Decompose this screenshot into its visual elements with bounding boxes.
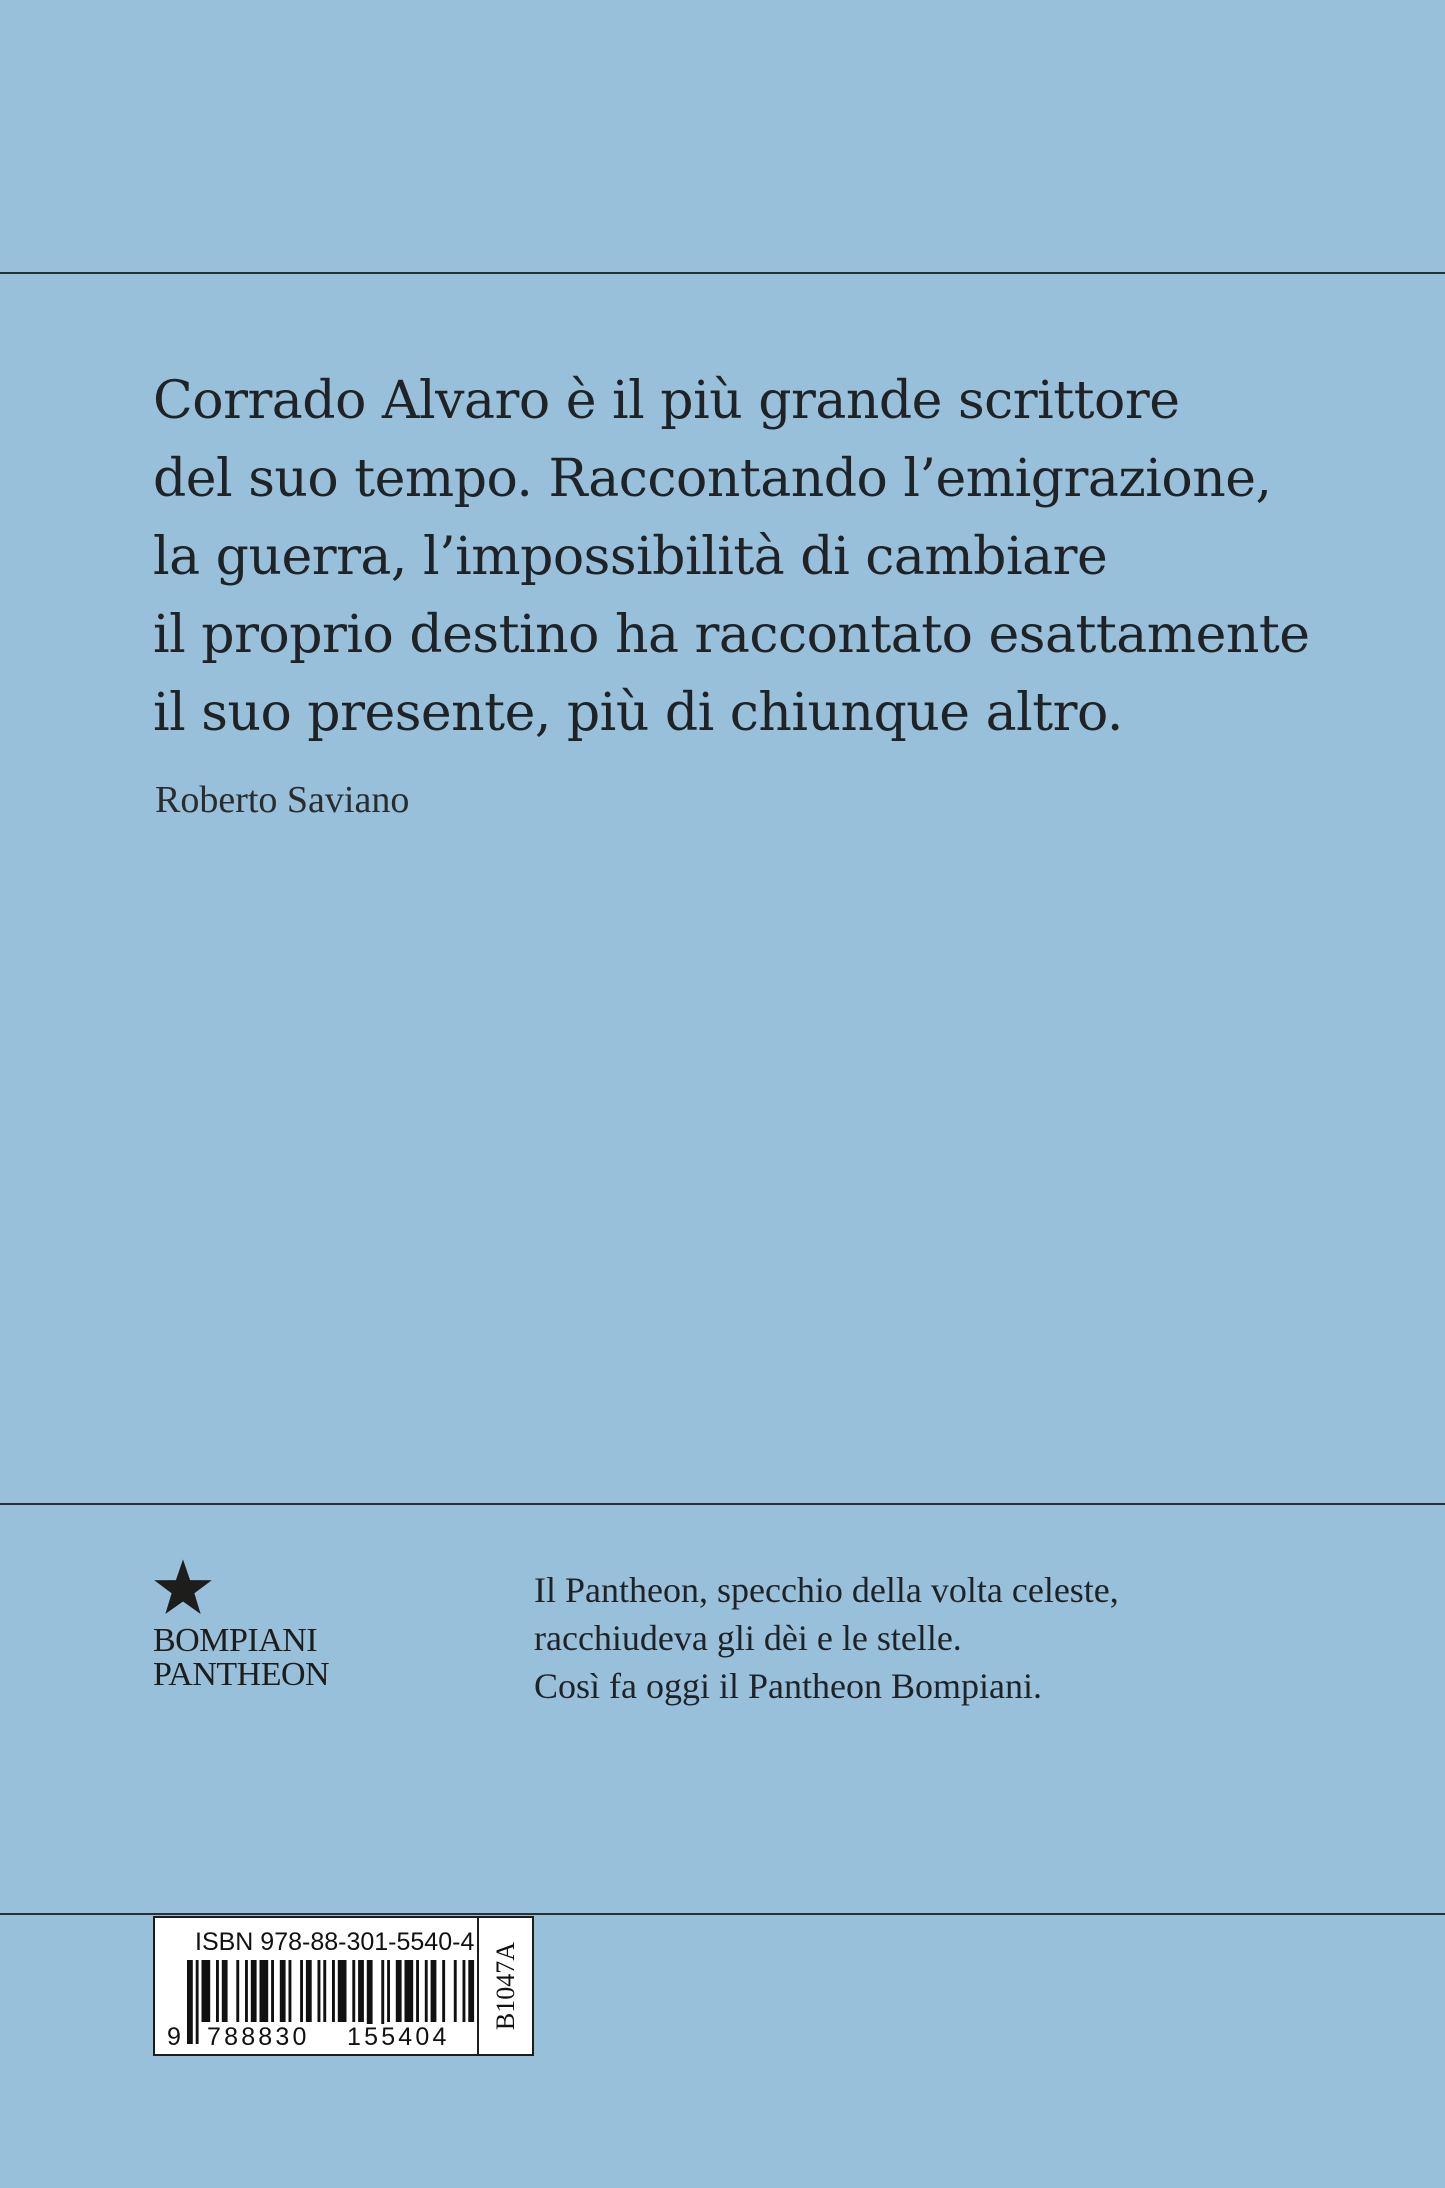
quote-line: Corrado Alvaro è il più grande scrittore [153,371,1180,431]
motto-line: racchiudeva gli dèi e le stelle. [534,1618,962,1658]
barcode-bar [245,1960,248,2022]
barcode-bar [454,1960,457,2022]
barcode-bar [352,1960,355,2022]
quote-line: il suo presente, più di chiunque altro. [153,683,1123,743]
back-cover-quote [153,362,1353,752]
series-motto [534,1566,1119,1710]
barcode-bar [260,1960,269,2022]
motto-line: Così fa oggi il Pantheon Bompiani. [534,1666,1042,1706]
motto-line: Il Pantheon, specchio della volta celeste, [534,1570,1119,1610]
barcode-bar [416,1960,419,2022]
ean-right-digits: 155404 [347,2023,450,2051]
barcode-bar [332,1960,335,2022]
barcode-bar [222,1960,228,2022]
middle-divider [0,1503,1445,1505]
barcode-bar [442,1960,445,2022]
barcode-bar [289,1960,292,2022]
barcode-bar [196,1960,199,2044]
barcode-bar [251,1960,257,2022]
barcode-bar [468,1960,474,2022]
catalog-code-box [477,1916,534,2056]
bottom-divider [0,1913,1445,1915]
quote-line: il proprio destino ha raccontato esattamente [153,605,1310,665]
barcode-bar [187,1960,193,2044]
barcode-bar [202,1960,211,2022]
barcode-bar [271,1960,274,2022]
barcode-bar [323,1960,326,2022]
quote-line: la guerra, l’impossibilità di cambiare [153,527,1108,587]
barcode-bar [338,1960,347,2022]
barcode-bar [216,1960,219,2022]
barcode-bar [300,1960,303,2022]
isbn-text: ISBN 978-88-301-5540-4 [195,1928,475,1956]
barcode-bar [280,1960,286,2022]
barcode-bar [431,1960,437,2022]
barcode-bar [306,1960,312,2022]
quote-line: del suo tempo. Raccontando l’emigrazione, [153,449,1272,509]
publisher-name-line1: BOMPIANI [153,1622,318,1659]
star-icon [153,1558,213,1616]
top-divider [0,272,1445,274]
publisher-name-line2: PANTHEON [153,1656,330,1693]
catalog-code: B1047A [490,1941,520,2031]
barcode-bar [387,1960,390,2022]
barcode-bar [463,1960,466,2022]
barcode-bar [405,1960,414,2022]
barcode-bar [425,1960,428,2022]
barcode-bar [236,1960,239,2022]
barcode-bar [396,1960,402,2022]
ean-first-digit: 9 [167,2023,181,2051]
barcode-bar [318,1960,321,2022]
publisher-logo [153,1558,413,1692]
barcode-bar [358,1960,364,2022]
barcode-block [153,1916,529,2056]
quote-author: Roberto Saviano [155,779,410,821]
ean-left-digits: 788830 [207,2023,310,2051]
